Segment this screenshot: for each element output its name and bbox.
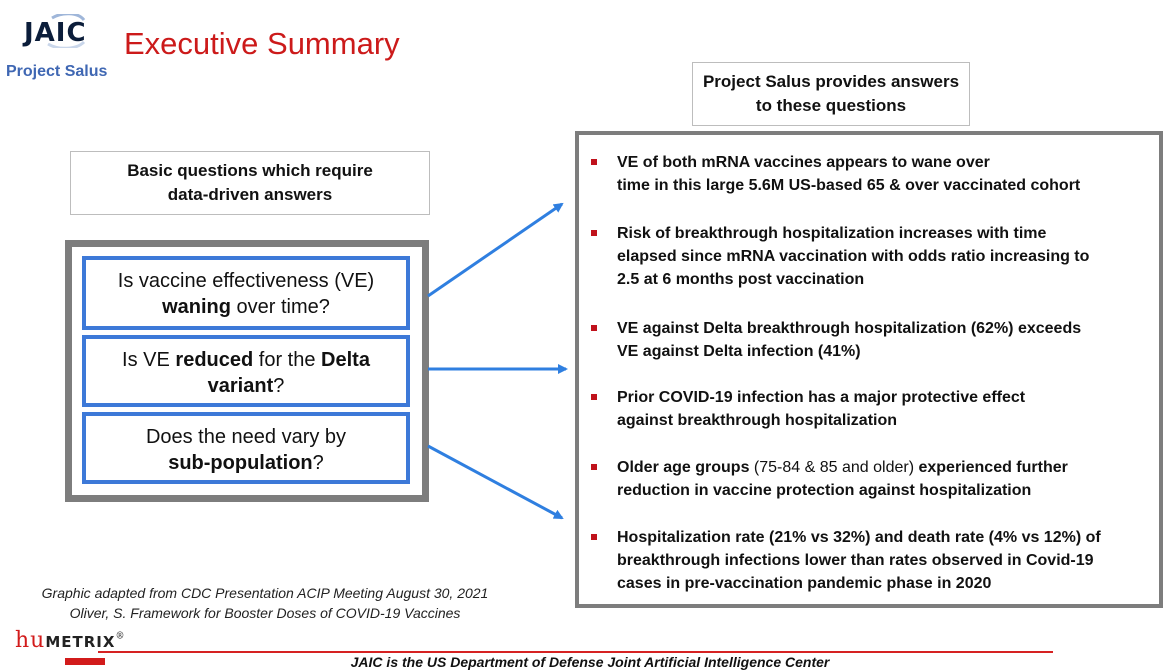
humetrix-logo [15, 628, 185, 668]
answers-header: Project Salus provides answers to these questions [692, 62, 970, 126]
question-text: for the [253, 349, 322, 371]
bullet-icon [591, 325, 597, 331]
registered-mark: ® [115, 631, 126, 642]
answer-item [591, 151, 1151, 197]
bullet-icon [591, 534, 597, 540]
answer-text: VE against Delta breakthrough hospitalization (62%) exceeds VE against Delta infection (41%) [617, 320, 1082, 360]
brand-rest: METRIX [45, 633, 116, 651]
answer-text: Prior COVID-19 infection has a major protective effect against breakthrough hospitalization [617, 389, 1026, 429]
question-text: Does the need vary by [145, 426, 347, 448]
answer-text: Risk of breakthrough hospitalization increases with time elapsed since mRNA vaccination with odds ratio increasing to 2.5 at 6 months post vaccination [617, 225, 1090, 288]
answer-text: VE of both mRNA vaccines appears to wane over time in this large 5.6M US-based 65 & over vaccinated cohort [617, 154, 1081, 194]
answer-text-bold: experienced further reduction in vaccine protection against hospitalization [617, 459, 1068, 499]
question-bold: Delta variant [207, 349, 370, 397]
logo-subtitle: Project Salus [6, 63, 108, 80]
logo-text: JAIC [24, 18, 87, 48]
question-text: over time? [230, 296, 330, 318]
question-box-subpopulation [82, 412, 410, 484]
question-text: Is VE [122, 349, 176, 371]
jaic-logo [6, 6, 116, 86]
questions-header: Basic questions which require data-driven answers [70, 151, 430, 215]
question-text: Is vaccine effectiveness (VE) [117, 270, 375, 292]
bullet-icon [591, 394, 597, 400]
answer-item [591, 456, 1151, 502]
humetrix-wordmark [15, 628, 125, 653]
answer-text-normal: (75-84 & 85 and older) [753, 459, 915, 476]
brand-hu: hu [15, 628, 46, 653]
question-bold: waning [162, 296, 231, 318]
bullet-icon [591, 159, 597, 165]
answers-panel [575, 131, 1163, 608]
footer-caption: JAIC is the US Department of Defense Joint Artificial Intelligence Center [350, 654, 830, 670]
answer-text-bold: Older age groups [617, 459, 754, 476]
answer-text [591, 456, 1151, 502]
source-citation: Graphic adapted from CDC Presentation ACIP Meeting August 30, 2021 Oliver, S. Framework for Booster Doses of COVID-19 Vaccines [41, 585, 489, 621]
page-title: Executive Summary [124, 26, 400, 61]
answer-item [591, 526, 1151, 595]
question-text: ? [312, 452, 324, 474]
answer-item [591, 222, 1151, 291]
answer-item [591, 386, 1151, 432]
bullet-icon [591, 464, 597, 470]
question-box-delta [82, 335, 410, 407]
footer-divider [98, 651, 1053, 653]
question-bold: reduced [175, 349, 254, 371]
brand-bar [65, 658, 105, 665]
question-text: ? [273, 375, 285, 397]
bullet-icon [591, 230, 597, 236]
arrow-up [428, 204, 562, 296]
answer-text: Hospitalization rate (21% vs 32%) and death rate (4% vs 12%) of breakthrough infections lower than rates observed in Covid-19 cases in pre-vaccination pandemic phase in 2020 [617, 529, 1101, 592]
question-box-waning [82, 256, 410, 330]
answer-item [591, 317, 1151, 363]
arrow-down [428, 446, 562, 518]
question-bold: sub-population [168, 452, 313, 474]
